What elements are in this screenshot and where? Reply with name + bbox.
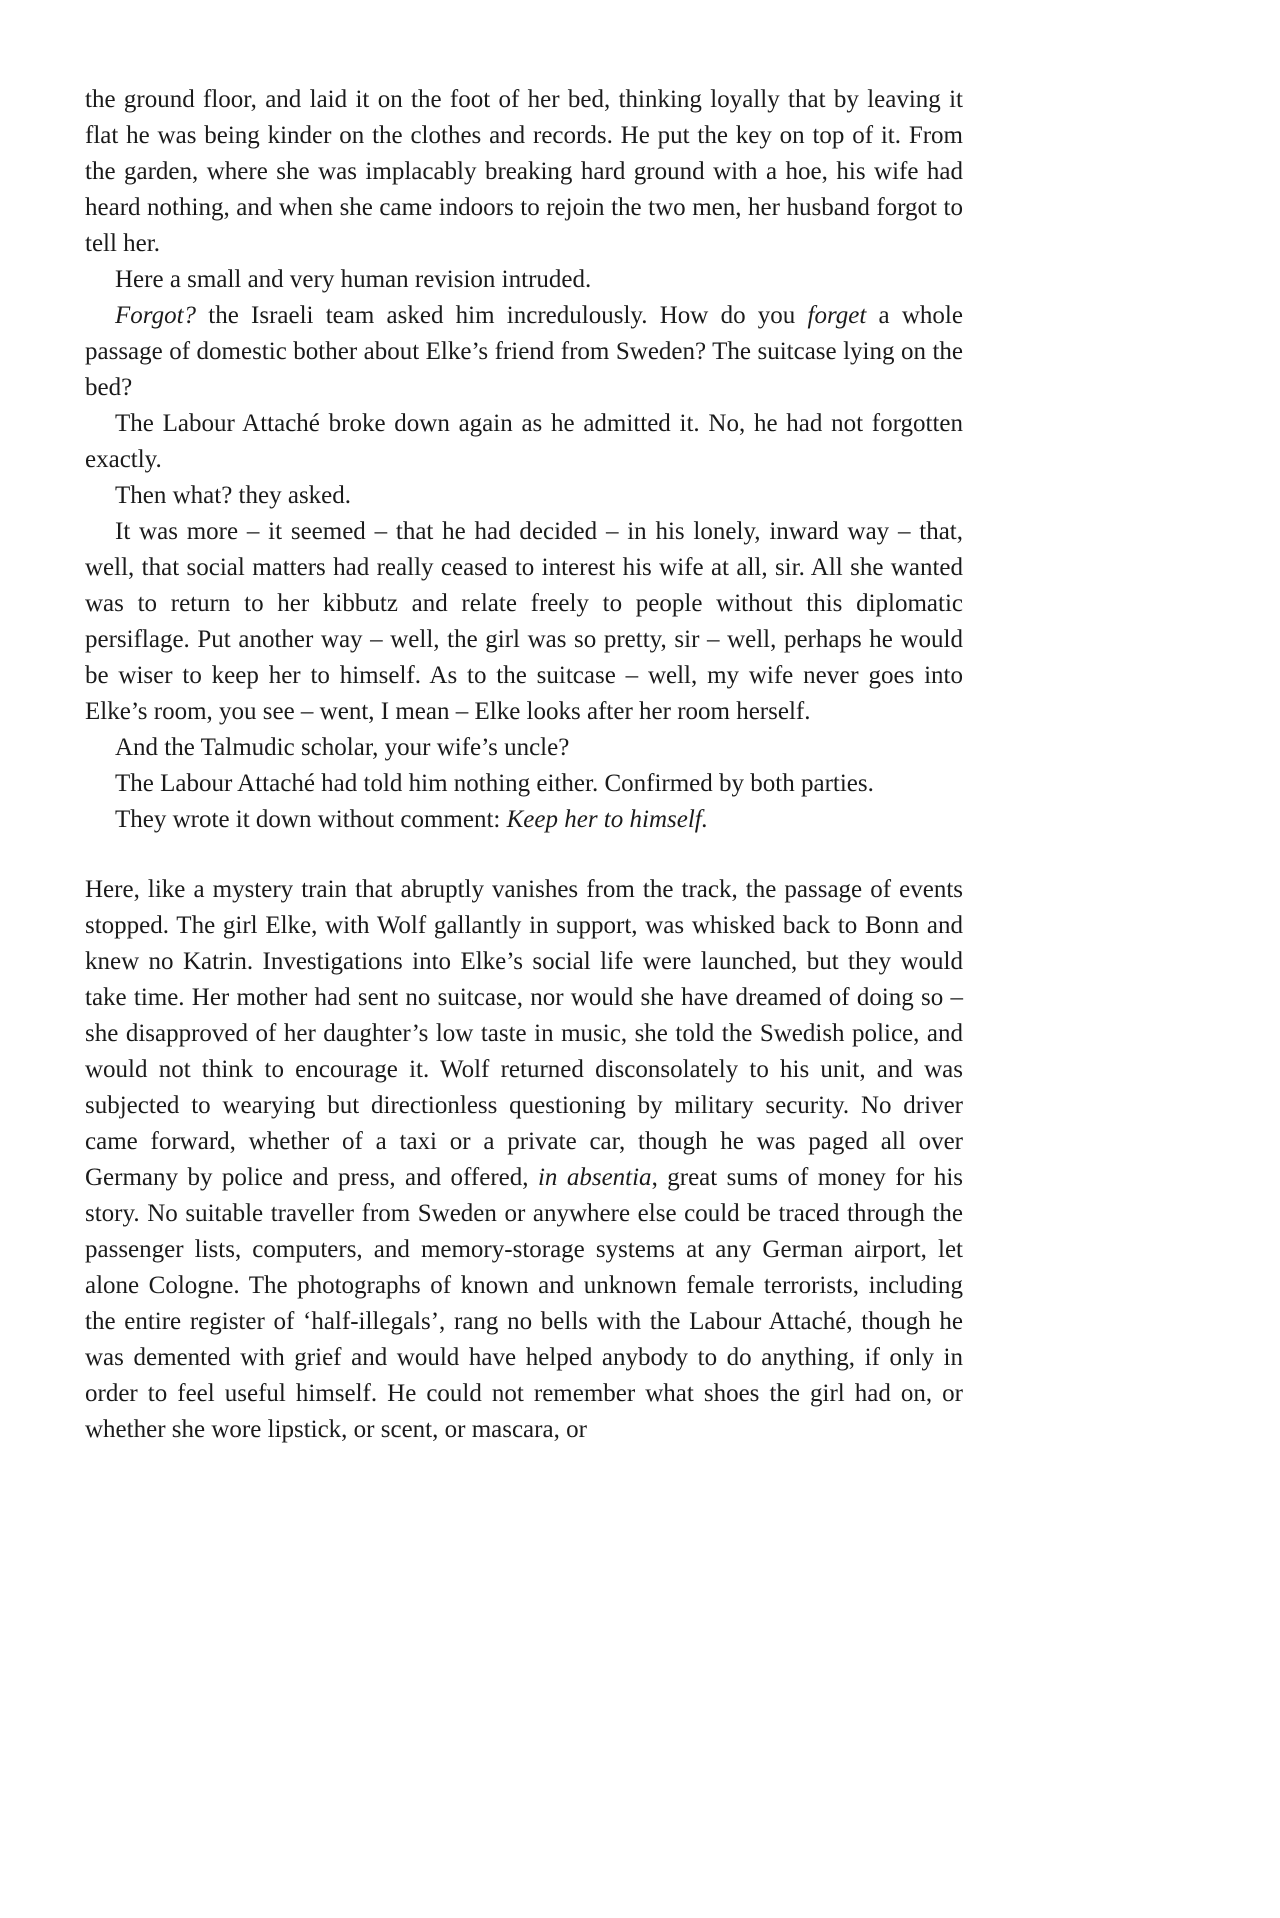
text-run: a whole passage of domestic bother about Elke’s friend from Sweden? The suitcase lying on the bed? [85, 302, 963, 401]
italic-text-run: Keep her to himself. [506, 806, 708, 833]
paragraph [85, 478, 963, 514]
italic-text-run: in absentia [537, 1164, 652, 1191]
text-run: , great sums of money for his story. No suitable traveller from Sweden or anywhere else could be traced through the passenger lists, computers, and memory-storage systems at any German airport, let alone Cologne. The photographs of known and unknown female terrorists, including the entire register of ‘half-illegals’, rang no bells with the Labour Attaché, though he was demented with grief and would have helped anybody to do anything, if only in order to feel useful himself. He could not remember what shoes the girl had on, or whether she wore lipstick, or scent, or mascara, or [85, 1164, 963, 1443]
paragraph [85, 514, 963, 730]
text-run: Then what? they asked. [115, 482, 352, 509]
paragraph [85, 298, 963, 406]
text-run: And the Talmudic scholar, your wife’s uncle? [115, 734, 570, 761]
page-text [85, 82, 963, 1448]
text-run: Here, like a mystery train that abruptly vanishes from the track, the passage of events stopped. The girl Elke, with Wolf gallantly in support, was whisked back to Bonn and knew no Katrin. Investigations into Elke’s social life were launched, but they would take time. Her mother had sent no suitcase, nor would she have dreamed of doing so – she disapproved of her daughter’s low taste in music, she told the Swedish police, and would not think to encourage it. Wolf returned disconsolately to his unit, and was subjected to wearying but directionless questioning by military security. No driver came forward, whether of a taxi or a private car, though he was paged all over Germany by police and press, and offered, [85, 876, 963, 1191]
text-run: Here a small and very human revision intruded. [115, 266, 592, 293]
paragraph [85, 872, 963, 1448]
italic-text-run: forget [807, 302, 867, 329]
paragraph [85, 406, 963, 478]
paragraph [85, 82, 963, 262]
text-run: The Labour Attaché broke down again as he admitted it. No, he had not forgotten exactly. [85, 410, 963, 473]
italic-text-run: Forgot? [115, 302, 197, 329]
text-run: They wrote it down without comment: [115, 806, 507, 833]
paragraph [85, 802, 963, 838]
paragraph [85, 730, 963, 766]
paragraph [85, 766, 963, 802]
text-run: the ground floor, and laid it on the foot of her bed, thinking loyally that by leaving it flat he was being kinder on the clothes and records. He put the key on top of it. From the garden, where she was implacably breaking hard ground with a hoe, his wife had heard nothing, and when she came indoors to rejoin the two men, her husband forgot to tell her. [85, 86, 963, 257]
paragraph [85, 262, 963, 298]
text-run: It was more – it seemed – that he had decided – in his lonely, inward way – that, well, that social matters had really ceased to interest his wife at all, sir. All she wanted was to return to her kibbutz and relate freely to people without this diplomatic persiflage. Put another way – well, the girl was so pretty, sir – well, perhaps he would be wiser to keep her to himself. As to the suitcase – well, my wife never goes into Elke’s room, you see – went, I mean – Elke looks after her room herself. [85, 518, 963, 725]
text-run: the Israeli team asked him incredulously. How do you [196, 302, 808, 329]
text-run: The Labour Attaché had told him nothing either. Confirmed by both parties. [115, 770, 874, 797]
